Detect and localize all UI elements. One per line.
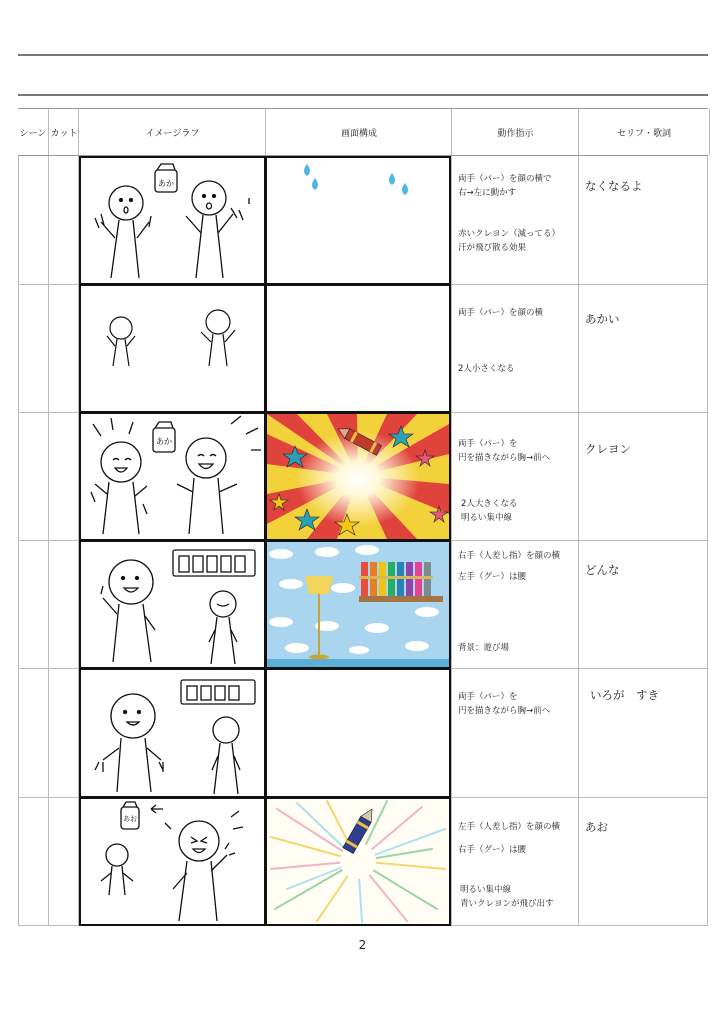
- lyric-text: いろが すき: [590, 688, 659, 702]
- composition-frame: [265, 284, 451, 413]
- title-rule: [18, 94, 708, 96]
- page-number: 2: [358, 938, 367, 952]
- action-text: 左手（人差し指）を顔の横: [458, 822, 561, 832]
- crayon-label: あか: [158, 179, 174, 188]
- grid-v: [451, 156, 452, 926]
- grid-v: [18, 156, 19, 926]
- action-text: 2人小さくなる: [458, 364, 515, 374]
- table-header: [18, 108, 708, 156]
- action-text: 左手（グー）は腰: [458, 572, 527, 582]
- sketch-frame: [79, 797, 266, 926]
- sketch-small-and-happy-figure: [81, 799, 264, 924]
- sketch-arms-open-figure: [81, 670, 264, 796]
- sketch-frame: [79, 668, 266, 798]
- action-text: 両手（パー）を顔の横で 右→左に動かす: [458, 174, 552, 198]
- action-text: 背景：遊び場: [458, 643, 510, 653]
- header-lyrics: セリフ・歌詞: [578, 109, 710, 155]
- crayon-label: あか: [156, 437, 172, 446]
- lyric-text: なくなるよ: [585, 179, 643, 193]
- header-scene: シーン: [19, 128, 47, 139]
- burst-with-blue-crayon: [267, 799, 449, 924]
- sketch-two-big-happy-figures: [81, 414, 264, 539]
- action-text: 明るい集中線 青いクレヨンが飛び出す: [460, 885, 554, 909]
- sketch-two-small-figures: [81, 286, 264, 411]
- composition-frame: [265, 668, 451, 798]
- playground-background: [267, 542, 449, 667]
- action-text: 両手（パー）を顔の横: [458, 308, 544, 318]
- sketch-frame: [79, 540, 266, 669]
- composition-frame: [265, 797, 451, 926]
- sketch-frame: [79, 156, 266, 285]
- action-text: 右手（人差し指）を顔の横: [458, 551, 561, 561]
- sketch-frame: [79, 284, 266, 413]
- action-text: 赤いクレヨン（減ってる） 汗が飛び散る効果: [458, 229, 561, 253]
- grid-v: [48, 156, 49, 926]
- grid-v: [578, 156, 579, 926]
- sketch-frame: [79, 412, 266, 541]
- top-rule: [18, 54, 708, 56]
- composition-frame: [265, 156, 451, 285]
- action-text: 右手（グー）は腰: [458, 845, 527, 855]
- lyric-text: あかい: [585, 312, 620, 326]
- header-composition: 画面構成: [265, 109, 452, 155]
- composition-frame: [265, 540, 451, 669]
- action-text: 両手（パー）を 円を描きながら胸→前へ: [458, 439, 551, 463]
- action-text: 両手（パー）を 円を描きながら胸→前へ: [458, 692, 551, 716]
- header-cut: カット: [48, 109, 79, 155]
- sketch-pointing-figure: [81, 542, 264, 667]
- action-text: 2人大きくなる 明るい集中線: [461, 499, 518, 523]
- sketch-two-figures-sweating: [81, 158, 264, 283]
- crayon-label: あお: [123, 815, 137, 823]
- grid-v: [707, 156, 708, 926]
- lyric-text: どんな: [585, 563, 620, 577]
- sweat-drops: [267, 158, 449, 283]
- burst-with-red-crayon: [267, 414, 449, 539]
- header-image-rough: イメージラフ: [78, 109, 266, 155]
- composition-frame: [265, 412, 451, 541]
- header-action: 動作指示: [451, 109, 579, 155]
- lyric-text: クレヨン: [585, 442, 631, 456]
- lyric-text: あお: [585, 820, 608, 834]
